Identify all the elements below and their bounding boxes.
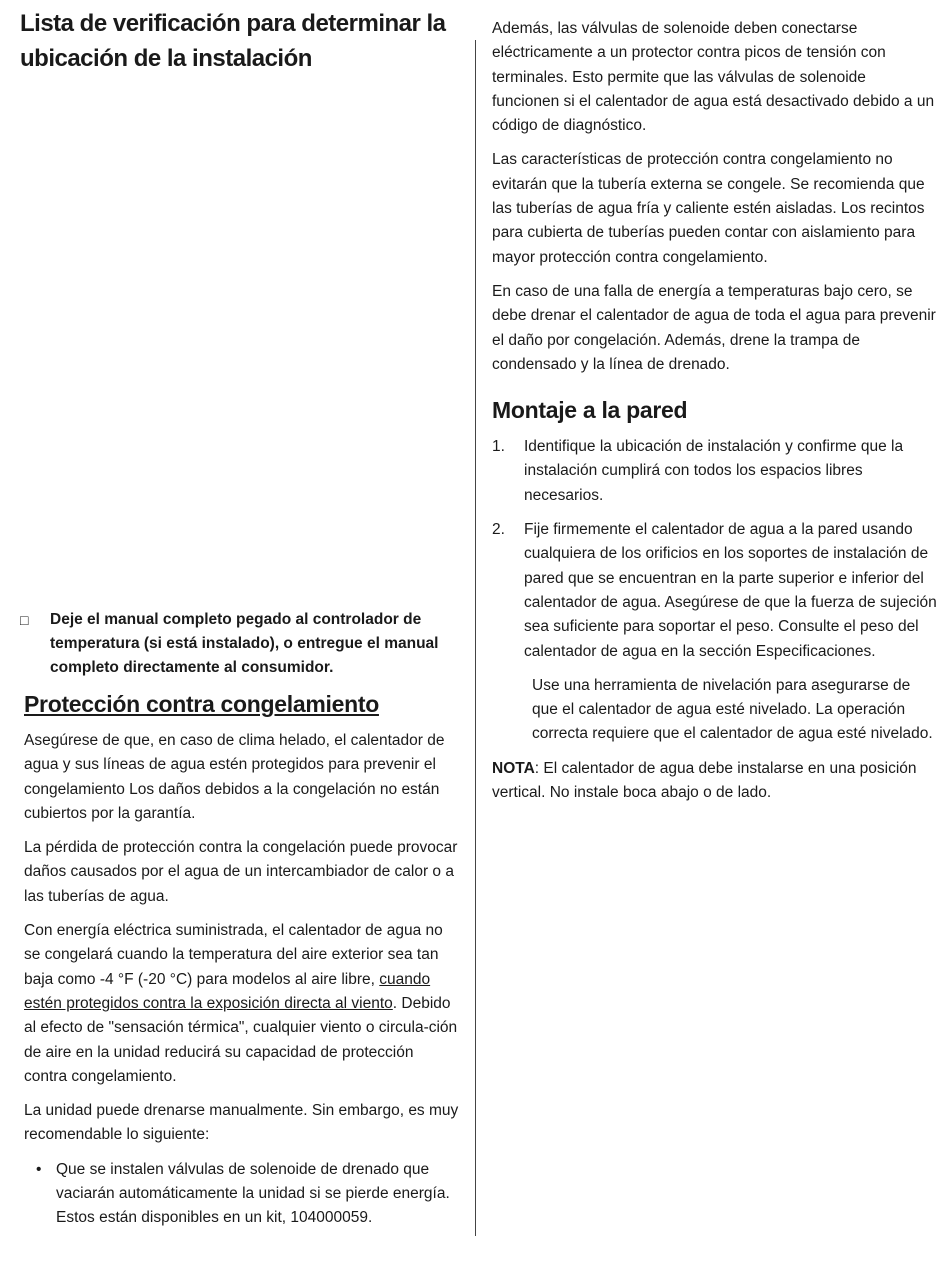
list-item [36,1158,460,1231]
freeze-paragraph-1: Asegúrese de que, en caso de clima helado, el calentador de agua y sus líneas de agua estén protegidos para prevenir el congelamiento Los daños debidos a la congelación no están cubiertos por la garantía. [24,732,445,822]
freeze-paragraph-3-start: Con energía eléctrica suministrada, el calentador de agua no se congelará cuando la temperatura del aire exterior sea tan baja como -4 °F (-20 °C) para modelos al aire libre, [24,922,443,988]
note-label: NOTA [492,759,535,777]
right-paragraph-2: Las características de protección contra congelamiento no evitarán que la tubería externa se congele. Se recomienda que las tuberías de agua fría y caliente estén aisladas. Los recintos para cubierta de tuberías pueden contar con aislamiento para mayor protección contra congelamiento. [492,151,925,266]
step-number: 2. [492,521,505,539]
list-item [492,435,937,508]
step-text: Fije firmemente el calentador de agua a la pared usando cualquiera de los orificios en los soportes de instalación de pared que se encuentran en la parte superior e inferior del calentador de agua. Asegúrese de que la fuerza de sujeción sea suficiente para soportar el peso. Consulte el peso del calentador de agua en la sección Especificaciones. [524,521,937,660]
right-column [492,0,937,815]
freeze-paragraph-3-end: . Debido al efecto de "sensación térmica", cualquier viento o circula-ción de aire en la unidad reducirá su capacidad de protección contra congelamiento. [24,994,458,1085]
freeze-protection-section [24,687,460,1231]
freeze-protection-heading: Protección contra congelamiento [24,691,379,717]
left-column [20,0,460,1227]
freeze-bullet-list [24,1158,460,1231]
column-divider [475,40,476,1236]
bullet-icon: • [36,1160,42,1178]
note-text: : El calentador de agua debe instalarse en una posición vertical. No instale boca abajo o de lado. [492,759,917,802]
freeze-paragraph-4: La unidad puede drenarse manualmente. Sin embargo, es muy recomendable lo siguiente: [24,1102,459,1144]
freeze-paragraph-3 [24,919,460,1089]
leveling-note: Use una herramienta de nivelación para asegurarse de que el calentador de agua esté nivelado. La operación correcta requiere que el calentador de agua esté nivelado. [532,676,933,743]
wall-mount-steps [492,435,937,664]
freeze-paragraph-3-underlined: cuando estén protegidos contra la exposición directa al viento [24,970,431,1012]
checklist-item [20,608,460,680]
right-paragraph-1: Además, las válvulas de solenoide deben conectarse eléctricamente a un protector contra picos de tensión con terminales. Esto permite que las válvulas de solenoide funcionen si el calentador de agua está desactivado debido a un código de diagnóstico. [492,20,935,135]
step-text: Identifique la ubicación de instalación y confirme que la instalación cumplirá con todos los espacios libres necesarios. [524,438,904,504]
page-title [20,6,460,76]
list-item [492,518,937,664]
wall-mount-heading: Montaje a la pared [492,397,688,424]
checklist-item-text: Deje el manual completo pegado al controlador de temperatura (si está instalado), o entregue el manual completo directamente al consumidor. [50,611,439,676]
checkbox-icon: □ [20,612,29,628]
right-paragraph-3: En caso de una falla de energía a temperaturas bajo cero, se debe drenar el calentador de agua de toda el agua para prevenir el daño por congelación. Además, drene la trampa de condensado y la línea de drenado. [492,282,936,373]
bullet-text: Que se instalen válvulas de solenoide de drenado que vaciarán automáticamente la unidad si se pierde energía. Estos están disponibles en un kit, 104000059. [56,1160,450,1227]
page-title-line2: ubicación de la instalación [20,45,312,72]
note-paragraph [492,757,937,806]
page-title-line1: Lista de verificación para determinar la [20,10,446,37]
freeze-paragraph-2: La pérdida de protección contra la congelación puede provocar daños causados por el agua de un intercambiador de calor o a las tuberías de agua. [24,839,458,905]
step-number: 1. [492,438,505,456]
